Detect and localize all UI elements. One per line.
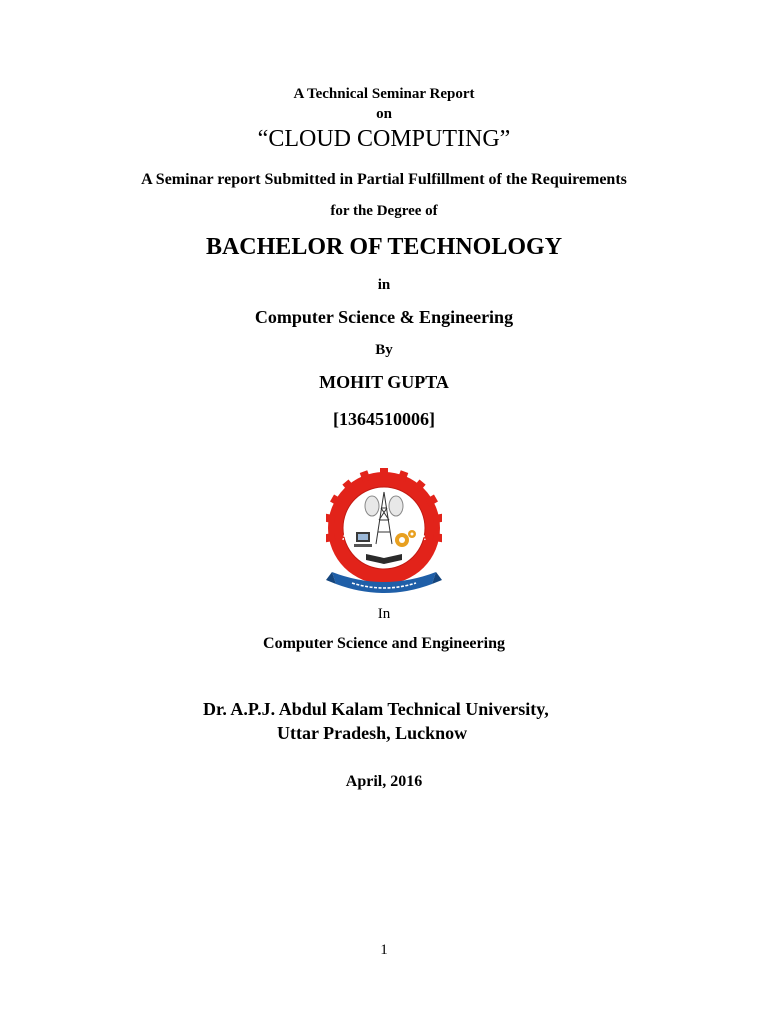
degree-name: BACHELOR OF TECHNOLOGY: [205, 234, 563, 260]
branch-name-2: Computer Science and Engineering: [263, 635, 505, 652]
page-number: 1: [380, 942, 388, 958]
in-text: in: [377, 277, 391, 293]
on-text: on: [376, 106, 392, 122]
gear-ring: [326, 468, 442, 584]
branch-name: Computer Science & Engineering: [254, 307, 514, 327]
in-text-2: In: [377, 606, 391, 622]
report-type: A Technical Seminar Report: [293, 86, 475, 102]
degree-intro: for the Degree of: [330, 203, 438, 219]
submission-statement: A Seminar report Submitted in Partial Fulfillment of the Requirements: [141, 171, 627, 188]
by-text: By: [375, 342, 393, 358]
roll-number: [1364510006]: [333, 409, 435, 429]
university-location: Uttar Pradesh, Lucknow: [277, 723, 468, 743]
report-title: “CLOUD COMPUTING”: [257, 126, 511, 152]
computer-icon: [354, 532, 372, 547]
submission-date: April, 2016: [345, 773, 423, 790]
institute-logo: [326, 468, 442, 600]
author-name: MOHIT GUPTA: [319, 372, 449, 392]
university-name: Dr. A.P.J. Abdul Kalam Technical University,: [203, 699, 549, 719]
